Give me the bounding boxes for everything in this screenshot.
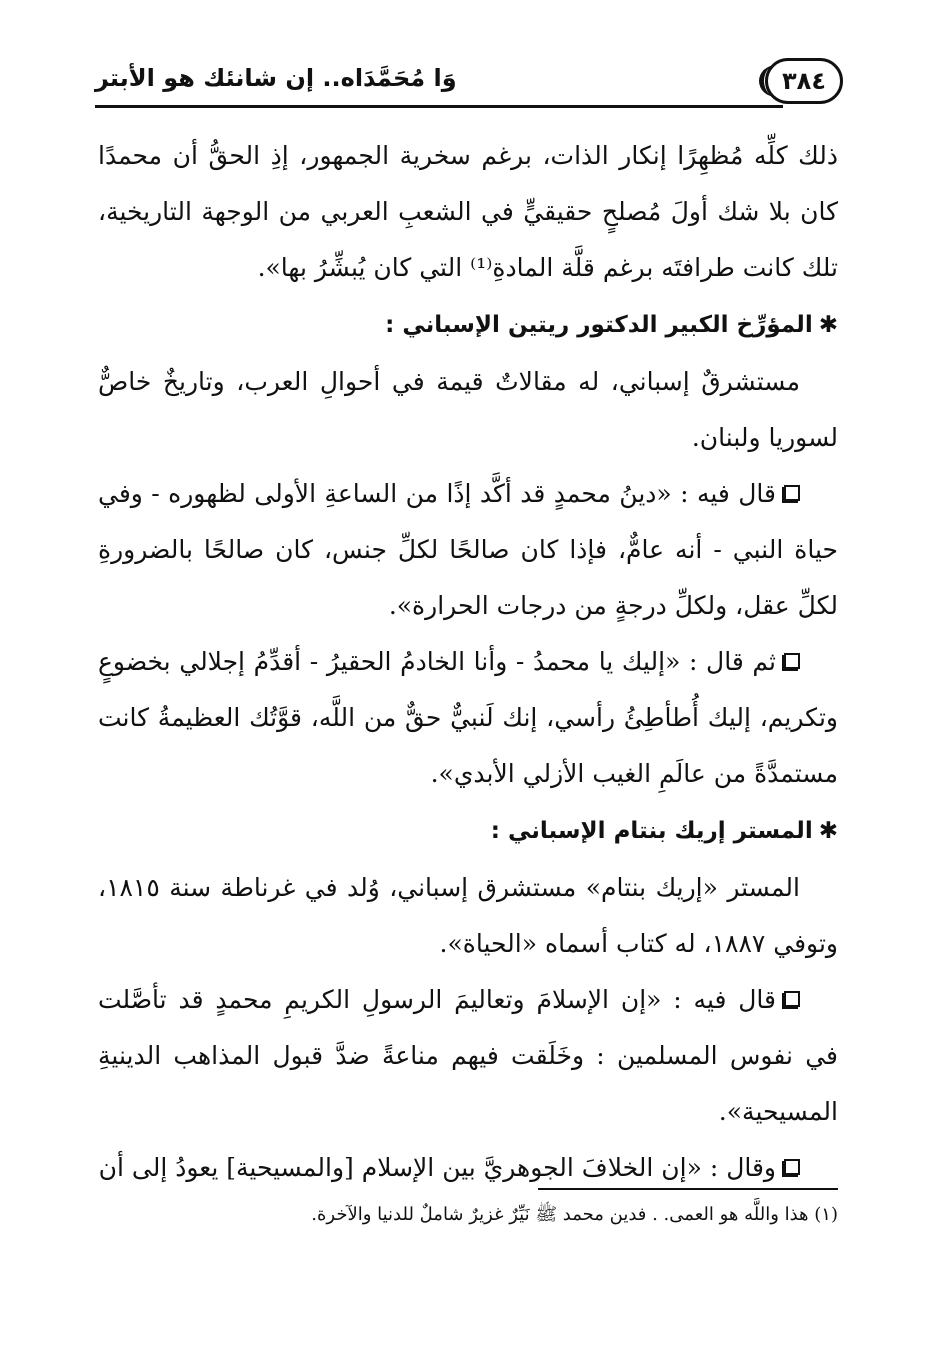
paragraph: ذلك كلِّه مُظهِرًا إنكار الذات، برغم سخرية الجمهور، إذِ الحقُّ أن محمدًا كان بلا شك أولَ مُصلحٍ حقيقيٍّ في الشعبِ العربي من الوجهة التاريخية، تلك كانت طرافتَه برغم قلَّة المادةِ⁽¹⁾ التي كان يُبشِّرُ بها». (98, 141, 838, 282)
quote-text: وقال : «إن الخلافَ الجوهريَّ بين الإسلام [والمسيحية] يعودُ إلى أن (98, 1153, 776, 1182)
paragraph: مستشرقٌ إسباني، له مقالاتٌ قيمة في أحوالِ العرب، وتاريخٌ خاصٌّ لسوريا ولبنان. (98, 367, 838, 452)
footnote: (١) هذا واللَّه هو العمى. . فدين محمد ﷺ نَيِّرٌ غزيرٌ شاملٌ للدنيا والآخرة. (311, 1204, 838, 1225)
square-bullet-icon (784, 1159, 800, 1175)
section-heading-text: المؤرِّخ الكبير الدكتور ريتين الإسباني : (385, 312, 813, 338)
page-header (95, 58, 843, 110)
quote-paragraph (98, 972, 838, 1140)
section-heading (98, 296, 838, 354)
square-bullet-icon (784, 991, 800, 1007)
running-title: وَا مُحَمَّدَاه.. إن شانئك هو الأبتر (95, 64, 457, 92)
page-number: ٣٨٤ (765, 58, 843, 104)
page-body (98, 128, 838, 1196)
square-bullet-icon (784, 485, 800, 501)
footnote-rule (538, 1188, 838, 1190)
quote-text: قال فيه : «إن الإسلامَ وتعاليمَ الرسولِ الكريمِ محمدٍ قد تأصَّلت في نفوس المسلمين : وخَلَقت فيهم مناعةً ضدَّ قبول المذاهب الدينيةِ المسيحية». (98, 985, 838, 1126)
header-rule (95, 105, 783, 108)
quote-text: قال فيه : «دينُ محمدٍ قد أكَّد إذًا من الساعةِ الأولى لظهوره - وفي حياة النبي - أنه عامٌّ، فإذا كان صالحًا لكلِّ جنس، كان صالحًا بالضرورةِ لكلِّ عقل، ولكلِّ درجةٍ من درجات الحرارة». (98, 479, 838, 620)
asterisk-icon: ✱ (818, 818, 838, 844)
quote-paragraph (98, 634, 838, 802)
square-bullet-icon (784, 653, 800, 669)
section-heading-text: المستر إريك بنتام الإسباني : (490, 818, 813, 844)
quote-text: ثم قال : «إليك يا محمدُ - وأنا الخادمُ الحقيرُ - أقدِّمُ إجلالي بخضوعٍ وتكريم، إليك أُطأطِئُ رأسي، إنك لَنبيٌّ حقٌّ من اللَّه، قوَّتُك العظيمةُ كانت مستمدَّةً من عالَمِ الغيب الأزلي الأبدي». (98, 647, 838, 788)
section-heading (98, 802, 838, 860)
paragraph: المستر «إريك بنتام» مستشرق إسباني، وُلد في غرناطة سنة ١٨١٥، وتوفي ١٨٨٧، له كتاب أسماه «الحياة». (98, 873, 838, 958)
asterisk-icon: ✱ (818, 312, 838, 338)
quote-paragraph (98, 466, 838, 634)
